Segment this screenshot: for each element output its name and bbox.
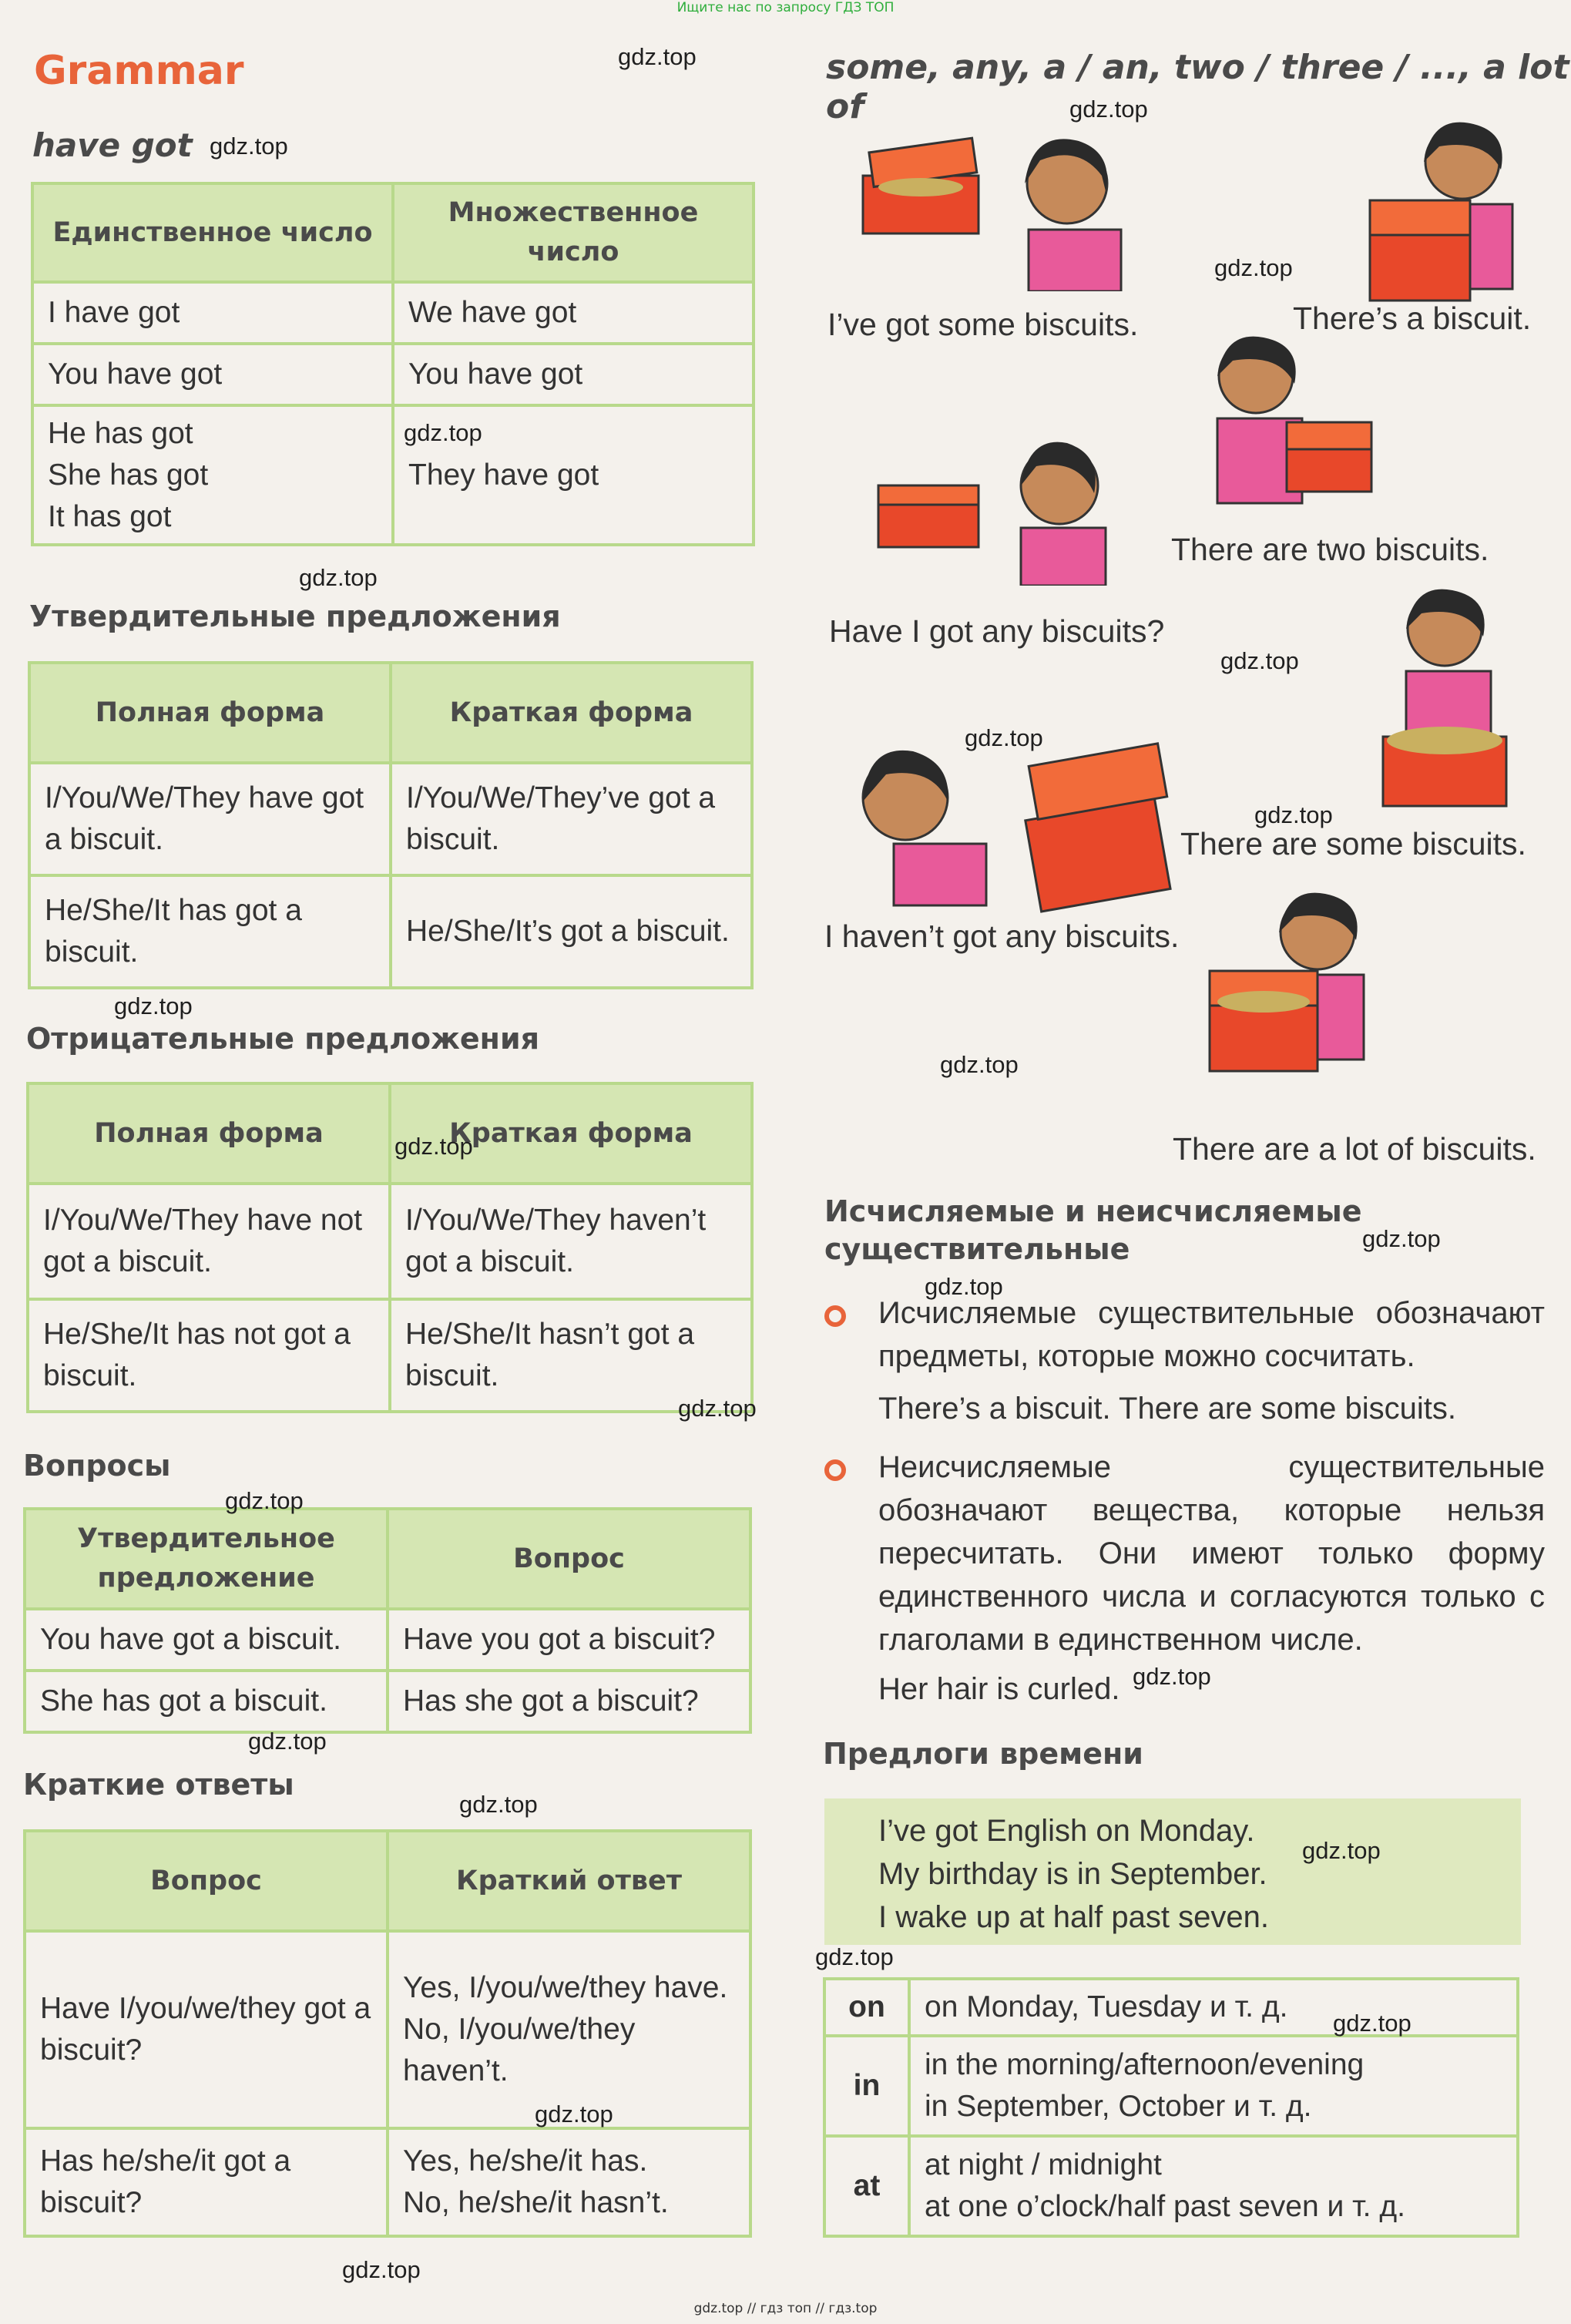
questions-table bbox=[23, 1507, 752, 1734]
quantifiers-heading: some, any, a / an, two / three / ..., a lot of bbox=[826, 48, 1569, 126]
preposition-key: at bbox=[824, 2136, 909, 2236]
caption: There’s a biscuit. bbox=[1293, 301, 1532, 336]
have-got-table bbox=[31, 182, 755, 546]
watermark: gdz.top bbox=[1302, 1837, 1381, 1864]
watermark: gdz.top bbox=[342, 2256, 421, 2283]
table-cell: in the morning/afternoon/evening bbox=[925, 2048, 1365, 2081]
bullet-icon bbox=[824, 1305, 846, 1327]
bullet-icon bbox=[824, 1459, 846, 1481]
caption: There are two biscuits. bbox=[1171, 532, 1489, 567]
have-got-heading: have got bbox=[32, 126, 193, 164]
affirmative-heading: Утвердительные предложения bbox=[29, 599, 561, 633]
table-header: Утвердительное предложение bbox=[25, 1509, 388, 1609]
table-cell: in September, October и т. д. bbox=[925, 2089, 1312, 2123]
watermark: gdz.top bbox=[225, 1487, 304, 1514]
table-cell: I have got bbox=[32, 282, 393, 344]
girl-with-box-illustration bbox=[848, 129, 1140, 291]
watermark: gdz.top bbox=[618, 43, 697, 70]
girl-with-box-illustration bbox=[1187, 886, 1395, 1110]
table-header: Краткая форма bbox=[391, 663, 752, 763]
example-line: My birthday is in September. bbox=[878, 1857, 1267, 1891]
table-cell: Yes, I/you/we/they have. No, I/you/we/they haven’t. bbox=[388, 1931, 750, 2128]
caption: I haven’t got any biscuits. bbox=[824, 919, 1180, 954]
watermark: gdz.top bbox=[1220, 647, 1299, 674]
table-cell: at night / midnight bbox=[925, 2148, 1162, 2181]
affirmative-table bbox=[28, 661, 754, 989]
watermark: gdz.top bbox=[925, 1273, 1003, 1300]
table-header: Краткий ответ bbox=[388, 1831, 750, 1931]
watermark: gdz.top bbox=[210, 133, 288, 160]
table-header: Полная форма bbox=[28, 1083, 390, 1184]
table-cell: I/You/We/They’ve got a biscuit. bbox=[391, 763, 752, 875]
watermark: gdz.top bbox=[1214, 254, 1293, 281]
watermark: gdz.top bbox=[299, 564, 378, 591]
caption: Have I got any biscuits? bbox=[829, 613, 1165, 649]
table-cell: He/She/It hasn’t got a biscuit. bbox=[390, 1299, 752, 1412]
watermark: gdz.top bbox=[1362, 1225, 1441, 1252]
watermark: gdz.top bbox=[1133, 1663, 1211, 1690]
uncountable-example: Her hair is curled. bbox=[878, 1672, 1120, 1706]
table-cell: Have I/you/we/they got a biscuit? bbox=[25, 1931, 388, 2128]
countable-text: Исчисляемые существительные обозначают предметы, которые можно сосчитать. bbox=[878, 1296, 1545, 1373]
negative-heading: Отрицательные предложения bbox=[26, 1022, 539, 1056]
table-cell: He/She/It has not got a biscuit. bbox=[28, 1299, 390, 1412]
watermark: gdz.top bbox=[535, 2101, 613, 2128]
caption: There are some biscuits. bbox=[1180, 826, 1526, 861]
watermark: gdz.top bbox=[1069, 96, 1148, 123]
girl-with-box-illustration bbox=[1187, 330, 1379, 530]
table-cell: I/You/We/They haven’t got a biscuit. bbox=[390, 1184, 752, 1299]
table-cell: He/She/It has got a biscuit. bbox=[29, 875, 391, 988]
table-header: Вопрос bbox=[388, 1509, 750, 1609]
countable-example: There’s a biscuit. There are some biscuits. bbox=[878, 1392, 1456, 1426]
uncountable-text: Неисчисляемые существительные обозначают вещества, которые нельзя пересчитать. Они имеют только форму единственного числа и согласуются только с глаголами в единственном числе. bbox=[878, 1450, 1545, 1657]
girl-with-box-illustration bbox=[871, 432, 1133, 586]
example-line: I’ve got English on Monday. bbox=[878, 1814, 1255, 1848]
prepositions-table bbox=[823, 1977, 1519, 2238]
table-header: Краткая форма bbox=[390, 1083, 752, 1184]
table-header: Множественное число bbox=[393, 183, 754, 282]
table-header: Вопрос bbox=[25, 1831, 388, 1931]
examples-box bbox=[824, 1798, 1521, 1945]
preposition-key: on bbox=[824, 1979, 909, 2036]
page-title: Grammar bbox=[34, 48, 244, 94]
preposition-key: in bbox=[824, 2036, 909, 2136]
table-cell: Has she got a biscuit? bbox=[388, 1671, 750, 1732]
watermark: gdz.top bbox=[248, 1728, 327, 1755]
watermark: gdz.top bbox=[404, 419, 482, 446]
footer-note: gdz.top // гдз топ // гдз.top bbox=[693, 2301, 878, 2316]
table-cell: You have got bbox=[393, 344, 754, 405]
watermark: gdz.top bbox=[678, 1395, 757, 1422]
table-cell: Have you got a biscuit? bbox=[388, 1609, 750, 1671]
table-cell: I/You/We/They have not got a biscuit. bbox=[28, 1184, 390, 1299]
negative-table bbox=[26, 1082, 754, 1413]
watermark: gdz.top bbox=[940, 1051, 1019, 1078]
watermark: gdz.top bbox=[394, 1133, 473, 1160]
table-cell: Yes, he/she/it has. No, he/she/it hasn’t. bbox=[388, 2128, 750, 2236]
table-header: Полная форма bbox=[29, 663, 391, 763]
table-cell: They have got bbox=[393, 405, 754, 545]
table-header: Единственное число bbox=[32, 183, 393, 282]
table-cell: She has got a biscuit. bbox=[25, 1671, 388, 1732]
girl-with-box-illustration bbox=[1354, 116, 1547, 304]
table-cell: I/You/We/They have got a biscuit. bbox=[29, 763, 391, 875]
table-cell: You have got a biscuit. bbox=[25, 1609, 388, 1671]
countable-heading: Исчисляемые и неисчисляемые существительные bbox=[824, 1194, 1362, 1267]
table-cell: He/She/It’s got a biscuit. bbox=[391, 875, 752, 988]
watermark: gdz.top bbox=[1254, 801, 1333, 828]
watermark: gdz.top bbox=[965, 724, 1043, 751]
watermark: gdz.top bbox=[459, 1791, 538, 1818]
table-cell: We have got bbox=[393, 282, 754, 344]
short-answers-heading: Краткие ответы bbox=[23, 1768, 294, 1802]
table-cell: at one o’clock/half past seven и т. д. bbox=[925, 2189, 1405, 2223]
caption: There are a lot of biscuits. bbox=[1173, 1131, 1536, 1167]
caption: I’ve got some biscuits. bbox=[827, 307, 1139, 342]
watermark: gdz.top bbox=[1333, 2010, 1412, 2037]
questions-heading: Вопросы bbox=[23, 1449, 171, 1483]
example-line: I wake up at half past seven. bbox=[878, 1900, 1269, 1934]
table-cell: You have got bbox=[32, 344, 393, 405]
table-cell: on Monday, Tuesday и т. д. bbox=[909, 1979, 1518, 2036]
prepositions-heading: Предлоги времени bbox=[823, 1737, 1143, 1771]
header-note: Ищите нас по запросу ГДЗ ТОП bbox=[676, 0, 895, 15]
short-answers-table bbox=[23, 1829, 752, 2238]
watermark: gdz.top bbox=[815, 1943, 894, 1970]
table-cell: He has got She has got It has got bbox=[32, 405, 393, 545]
girl-with-box-illustration bbox=[1364, 583, 1533, 814]
table-cell: Has he/she/it got a biscuit? bbox=[25, 2128, 388, 2236]
girl-with-box-illustration bbox=[848, 740, 1202, 932]
watermark: gdz.top bbox=[114, 992, 193, 1019]
